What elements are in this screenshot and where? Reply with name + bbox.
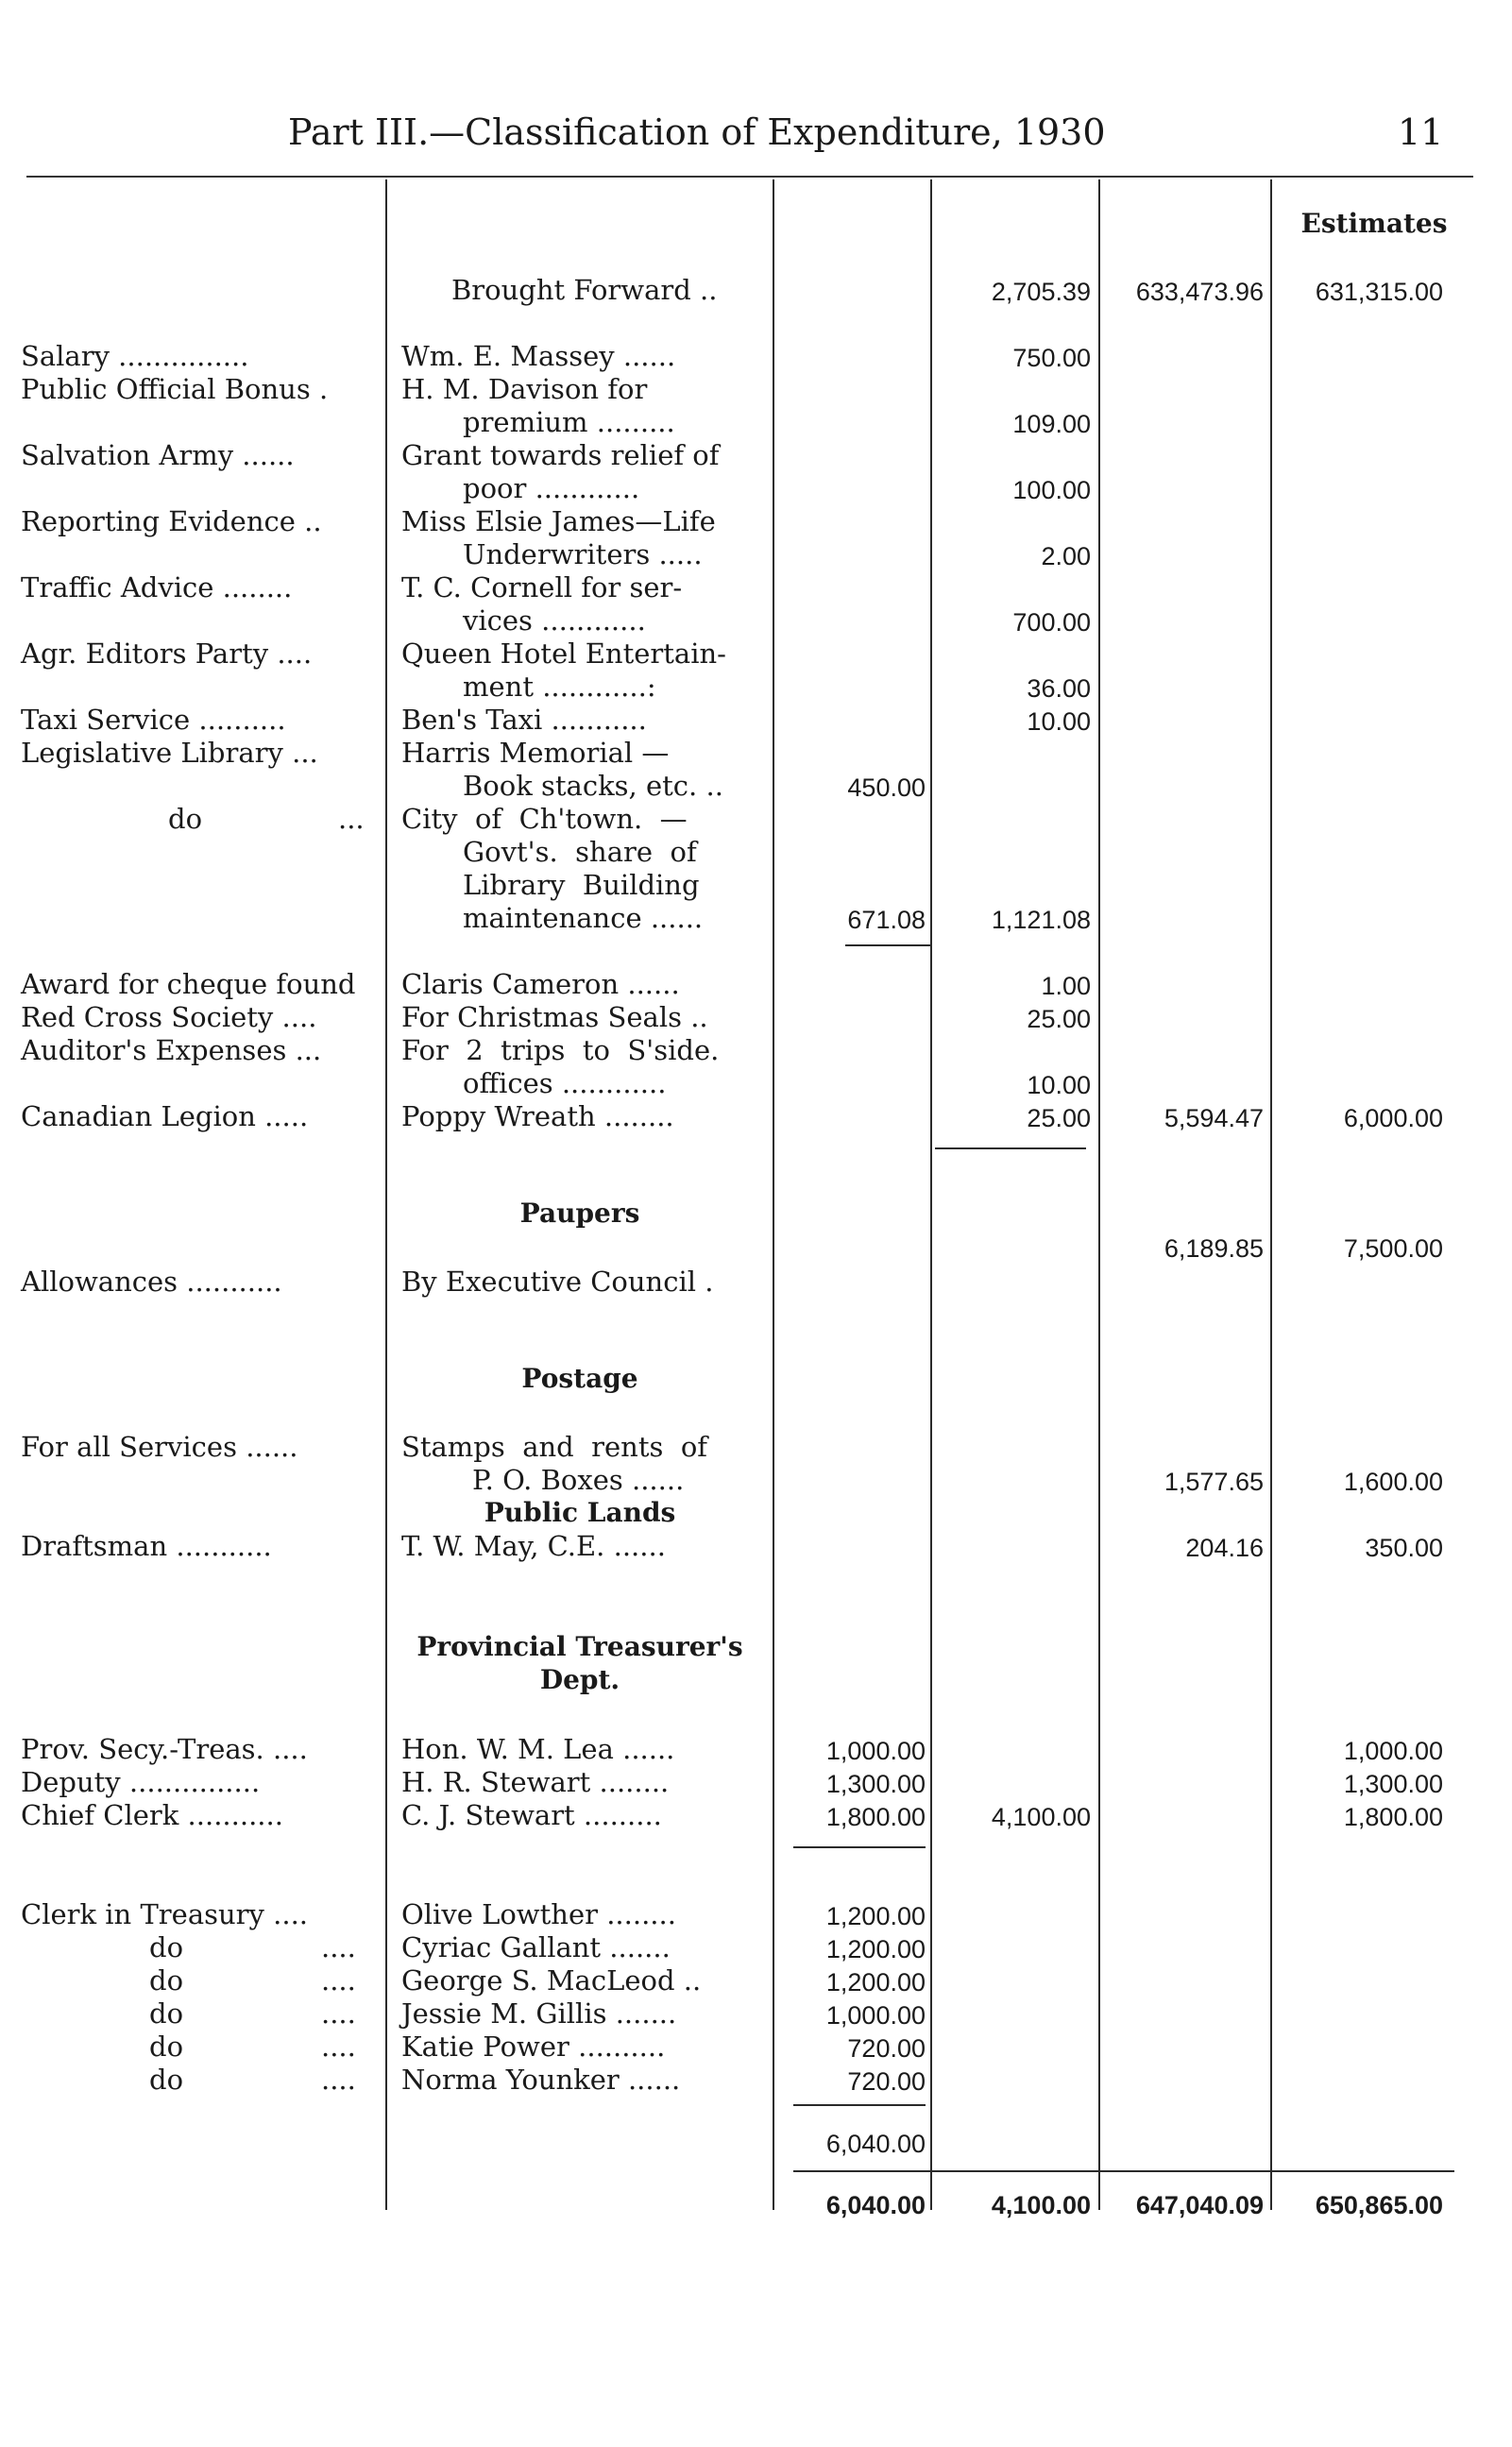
row-payee-cont: Underwriters ..... bbox=[463, 538, 703, 570]
row-amount: 2.00 bbox=[1041, 542, 1091, 570]
row-label: Draftsman ........... bbox=[21, 1530, 272, 1562]
row-payee: George S. MacLeod .. bbox=[401, 1964, 702, 1997]
ditto-label: do bbox=[149, 1964, 184, 1997]
row-amount: 25.00 bbox=[1027, 1005, 1091, 1033]
row-label: Public Official Bonus . bbox=[21, 373, 329, 405]
row-payee-cont: offices ............ bbox=[463, 1067, 667, 1099]
row-amount-col4: 5,594.47 bbox=[1164, 1104, 1264, 1132]
row-amount: 10.00 bbox=[1027, 707, 1091, 736]
row-payee: City of Ch'town. — bbox=[401, 803, 688, 835]
ditto-label: do bbox=[168, 803, 203, 835]
row-label: For all Services ...... bbox=[21, 1431, 298, 1463]
row-payee: Stamps and rents of bbox=[401, 1431, 708, 1463]
row-payee-cont: vices ............ bbox=[463, 604, 646, 637]
section-heading-public-lands: Public Lands bbox=[484, 1497, 676, 1528]
row-label: Legislative Library ... bbox=[21, 737, 318, 769]
section-heading-treasurer: Provincial Treasurer's bbox=[416, 1631, 743, 1662]
ditto-label: do bbox=[149, 2031, 184, 2063]
row-payee: H. M. Davison for bbox=[401, 373, 648, 405]
brought-forward-col3: 2,705.39 bbox=[991, 278, 1091, 306]
section-heading-treasurer-cont: Dept. bbox=[539, 1664, 620, 1695]
row-amount: 1,121.08 bbox=[991, 906, 1091, 934]
column-rule-2 bbox=[773, 179, 774, 2210]
row-payee: By Executive Council . bbox=[401, 1266, 714, 1298]
row-payee: C. J. Stewart ......... bbox=[401, 1799, 662, 1831]
row-payee: Harris Memorial — bbox=[401, 737, 670, 769]
row-payee: Cyriac Gallant ....... bbox=[401, 1931, 671, 1963]
brought-forward-label: Brought Forward .. bbox=[451, 274, 718, 306]
row-amount: 750.00 bbox=[1012, 344, 1091, 372]
clerks-subtotal: 6,040.00 bbox=[825, 2130, 926, 2158]
row-amount-col4: 6,189.85 bbox=[1164, 1234, 1264, 1263]
row-payee: T. W. May, C.E. ...... bbox=[401, 1530, 666, 1562]
row-label: Clerk in Treasury .... bbox=[21, 1898, 309, 1930]
row-amount: 4,100.00 bbox=[991, 1803, 1091, 1831]
brought-forward-col4: 633,473.96 bbox=[1135, 278, 1264, 306]
total-rule bbox=[793, 2170, 1454, 2172]
ditto-label: do bbox=[149, 1931, 184, 1963]
row-amount: 700.00 bbox=[1012, 608, 1091, 637]
subtotal-rule bbox=[935, 1147, 1086, 1149]
subtotal-rule bbox=[793, 1846, 926, 1848]
row-amount: 25.00 bbox=[1027, 1104, 1091, 1132]
row-amount: 36.00 bbox=[1027, 674, 1091, 703]
row-payee-cont: maintenance ...... bbox=[463, 902, 704, 934]
row-amount-col2: 720.00 bbox=[847, 2067, 926, 2096]
row-amount-col2: 1,300.00 bbox=[825, 1770, 926, 1798]
row-amount-col2: 1,200.00 bbox=[825, 1935, 926, 1963]
row-label: Award for cheque found bbox=[21, 968, 356, 1000]
row-amount-col2: 671.08 bbox=[847, 906, 926, 934]
page-title: Part III.—Classification of Expenditure, 1930 bbox=[288, 111, 1106, 153]
row-label: Prov. Secy.-Treas. .... bbox=[21, 1733, 308, 1765]
row-amount-col5: 1,800.00 bbox=[1343, 1803, 1443, 1831]
column-rule-1 bbox=[385, 179, 387, 2210]
row-payee: Katie Power .......... bbox=[401, 2031, 666, 2063]
row-payee: H. R. Stewart ........ bbox=[401, 1766, 670, 1798]
row-amount-col5: 1,300.00 bbox=[1343, 1770, 1443, 1798]
row-payee-cont: ment ............: bbox=[463, 671, 656, 703]
row-amount-col5: 6,000.00 bbox=[1343, 1104, 1443, 1132]
row-payee-cont: Library Building bbox=[463, 869, 700, 901]
row-label: Allowances ........... bbox=[21, 1266, 282, 1298]
row-payee: Norma Younker ...... bbox=[401, 2064, 681, 2096]
row-amount: 100.00 bbox=[1012, 476, 1091, 504]
column-rule-3 bbox=[930, 179, 932, 2210]
total-col3: 4,100.00 bbox=[991, 2191, 1091, 2219]
row-label: Reporting Evidence .. bbox=[21, 505, 322, 537]
total-col4: 647,040.09 bbox=[1135, 2191, 1264, 2219]
row-amount-col2: 1,200.00 bbox=[825, 1902, 926, 1930]
ditto-dots: .... bbox=[321, 1997, 356, 2030]
row-payee: Wm. E. Massey ...... bbox=[401, 340, 676, 372]
row-payee: Miss Elsie James—Life bbox=[401, 505, 716, 537]
ditto-dots: .... bbox=[321, 1931, 356, 1963]
row-payee: Claris Cameron ...... bbox=[401, 968, 680, 1000]
row-payee-cont: P. O. Boxes ...... bbox=[472, 1464, 685, 1496]
row-amount: 1.00 bbox=[1041, 972, 1091, 1000]
column-rule-5 bbox=[1270, 179, 1272, 2210]
row-payee: For Christmas Seals .. bbox=[401, 1001, 708, 1033]
row-payee: Ben's Taxi ........... bbox=[401, 704, 647, 736]
row-label: Chief Clerk ........... bbox=[21, 1799, 283, 1831]
row-amount-col2: 1,000.00 bbox=[825, 2001, 926, 2030]
row-payee: For 2 trips to S'side. bbox=[401, 1034, 720, 1066]
row-amount-col5: 350.00 bbox=[1365, 1534, 1443, 1562]
page-number: 11 bbox=[1398, 111, 1444, 153]
estimates-heading: Estimates bbox=[1300, 208, 1448, 239]
row-amount: 10.00 bbox=[1027, 1071, 1091, 1099]
row-label: Canadian Legion ..... bbox=[21, 1100, 309, 1132]
row-payee-cont: Book stacks, etc. .. bbox=[463, 770, 723, 802]
subtotal-rule bbox=[793, 2104, 926, 2106]
row-payee-cont: poor ............ bbox=[463, 472, 640, 504]
row-amount-col2: 1,800.00 bbox=[825, 1803, 926, 1831]
row-amount-col2: 720.00 bbox=[847, 2034, 926, 2063]
row-label: Red Cross Society .... bbox=[21, 1001, 317, 1033]
ditto-dots: .... bbox=[321, 2031, 356, 2063]
row-amount-col4: 1,577.65 bbox=[1164, 1468, 1264, 1496]
row-amount-col4: 204.16 bbox=[1185, 1534, 1264, 1562]
row-payee: T. C. Cornell for ser- bbox=[401, 571, 683, 603]
ditto-dots: .... bbox=[321, 2064, 356, 2096]
total-col2: 6,040.00 bbox=[825, 2191, 926, 2219]
row-amount-col2: 450.00 bbox=[847, 773, 926, 802]
row-amount-col5: 1,600.00 bbox=[1343, 1468, 1443, 1496]
row-payee-cont: Govt's. share of bbox=[463, 836, 697, 868]
ditto-dots: .... bbox=[321, 1964, 356, 1997]
header-rule bbox=[26, 176, 1473, 178]
row-amount: 109.00 bbox=[1012, 410, 1091, 438]
row-label: Deputy ............... bbox=[21, 1766, 261, 1798]
row-amount-col2: 1,000.00 bbox=[825, 1737, 926, 1765]
row-payee: Queen Hotel Entertain- bbox=[401, 637, 726, 670]
column-rule-4 bbox=[1098, 179, 1100, 2210]
subtotal-rule bbox=[845, 944, 930, 946]
row-label: Auditor's Expenses ... bbox=[21, 1034, 322, 1066]
brought-forward-col5: 631,315.00 bbox=[1315, 278, 1443, 306]
row-amount-col5: 7,500.00 bbox=[1343, 1234, 1443, 1263]
row-payee: Hon. W. M. Lea ...... bbox=[401, 1733, 675, 1765]
row-label: Salary ............... bbox=[21, 340, 249, 372]
row-label: Agr. Editors Party .... bbox=[21, 637, 313, 670]
section-heading-paupers: Paupers bbox=[519, 1198, 640, 1229]
ditto-label: do bbox=[149, 1997, 184, 2030]
section-heading-postage: Postage bbox=[521, 1363, 638, 1394]
row-amount-col5: 1,000.00 bbox=[1343, 1737, 1443, 1765]
ditto-label: do bbox=[149, 2064, 184, 2096]
total-col5: 650,865.00 bbox=[1315, 2191, 1443, 2219]
row-label: Traffic Advice ........ bbox=[21, 571, 293, 603]
ditto-dots: ... bbox=[338, 803, 365, 835]
row-label: Salvation Army ...... bbox=[21, 439, 295, 471]
row-payee: Grant towards relief of bbox=[401, 439, 720, 471]
row-payee: Poppy Wreath ........ bbox=[401, 1100, 674, 1132]
row-payee-cont: premium ......... bbox=[463, 406, 675, 438]
row-payee: Jessie M. Gillis ....... bbox=[401, 1997, 677, 2030]
row-amount-col2: 1,200.00 bbox=[825, 1968, 926, 1997]
row-payee: Olive Lowther ........ bbox=[401, 1898, 676, 1930]
row-label: Taxi Service .......... bbox=[21, 704, 286, 736]
